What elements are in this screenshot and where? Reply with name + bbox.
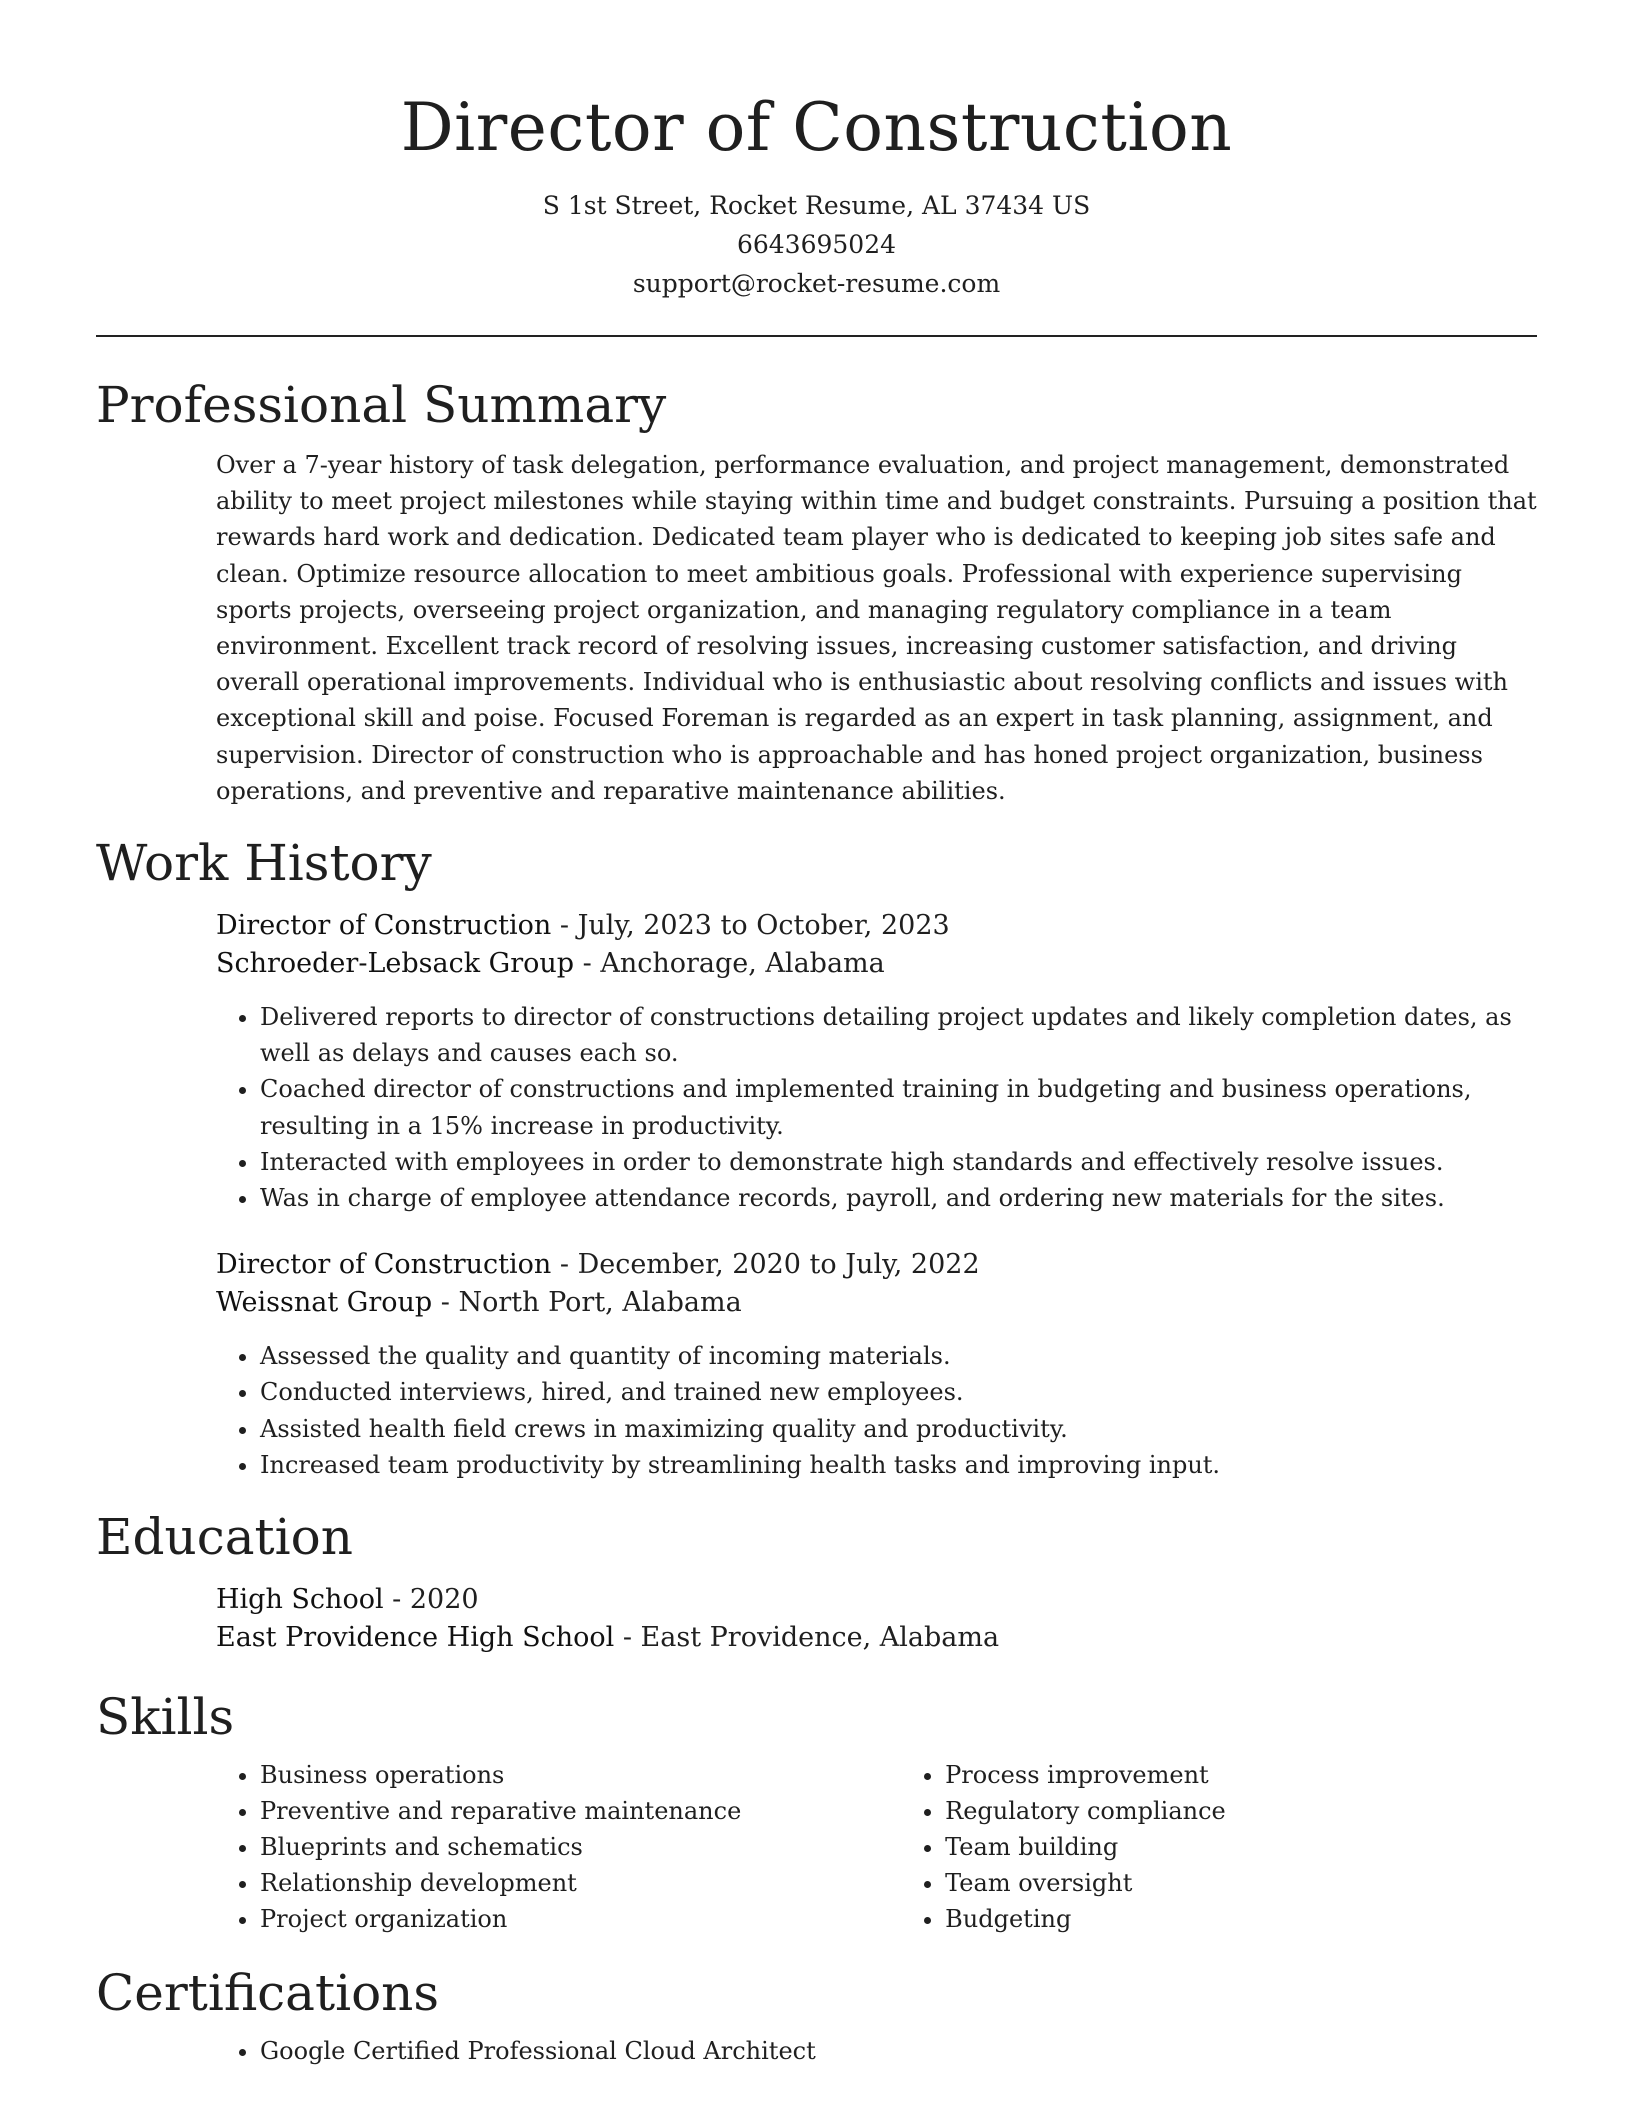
education-school: East Providence High School [216,1622,615,1654]
contact-block [96,186,1537,303]
summary-text: Over a 7-year history of task delegation, performance evaluation, and project management, demonstrated ability to meet project milestones while staying within time and budget constraints. Pursuing a position that rewards hard work and dedication. Dedicated team player who is dedicated to keeping job sites safe and clean. Optimize resource allocation to meet ambitious goals. Professional with experience supervising sports projects, overseeing project organization, and managing regulatory compliance in a team environment. Excellent track record of resolving issues, increasing customer satisfaction, and driving overall operational improvements. Individual who is enthusiastic about resolving conflicts and issues with exceptional skill and poise. Focused Foreman is regarded as an expert in task planning, assignment, and supervision. Director of construction who is approachable and has honed project organization, business operations, and preventive and reparative maintenance abilities. [216,451,1537,805]
section-title-summary: Professional Summary [96,376,667,434]
list-item: • Interacted with employees in order to demonstrate high standards and effectively resolve issues. [260,1144,1537,1180]
skill-item: • Team oversight [945,1865,1537,1901]
job-dates: - July, 2023 to October, 2023 [551,910,950,942]
job-dates: - December, 2020 to July, 2022 [551,1249,980,1281]
resume-name: Director of Construction [400,89,1233,166]
certifications-section [96,1963,1537,2069]
job-company: Weissnat Group [216,1287,433,1319]
education-degree-line [216,1581,1537,1619]
job-bullets [216,999,1537,1216]
education-school-line [216,1619,1537,1657]
resume-page [96,0,1537,2069]
education-degree: High School [216,1584,384,1616]
list-item: • Increased team productivity by streamlining health tasks and improving input. [260,1447,1537,1483]
skill-item: • Team building [945,1829,1537,1865]
contact-phone: 6643695024 [736,230,897,259]
job-company: Schroeder-Lebsack Group [216,948,575,980]
section-title-work-history: Work History [96,834,432,893]
job-company-line [216,1284,1537,1322]
list-item: • Assessed the quality and quantity of incoming materials. [260,1338,1537,1374]
summary-section [96,375,1537,809]
job-entry [216,907,1537,1216]
certification-item: • Google Certified Professional Cloud Architect [260,2033,1537,2069]
education-location: - East Providence, Alabama [614,1622,1000,1654]
contact-address: S 1st Street, Rocket Resume, AL 37434 US [542,191,1091,220]
contact-email: support@rocket-resume.com [632,269,1001,298]
header-divider [96,335,1537,337]
education-year: - 2020 [383,1584,479,1616]
job-location: - North Port, Alabama [432,1287,742,1319]
skills-section [96,1687,1537,1937]
job-title-line [216,1246,1537,1284]
certifications-body [216,2033,1537,2069]
skills-list-left [216,1757,901,1937]
list-item: • Coached director of constructions and implemented training in budgeting and business operations, resulting in a 15% increase in productivity. [260,1071,1537,1143]
skill-item: • Project organization [260,1901,901,1937]
job-company-line [216,945,1537,983]
list-item: • Assisted health field crews in maximizing quality and productivity. [260,1411,1537,1447]
skill-item: • Business operations [260,1757,901,1793]
job-title-line [216,907,1537,945]
education-entry [216,1581,1537,1657]
job-entry [216,1246,1537,1483]
skill-item: • Budgeting [945,1901,1537,1937]
list-item: • Delivered reports to director of constructions detailing project updates and likely completion dates, as well as delays and causes each so. [260,999,1537,1071]
section-title-skills: Skills [96,1688,235,1747]
skills-grid [216,1757,1537,1937]
section-title-certifications: Certifications [96,1964,440,2023]
section-title-education: Education [96,1508,353,1567]
work-history-section [96,833,1537,1483]
skill-item: • Relationship development [260,1865,901,1901]
certifications-list [216,2033,1537,2069]
skill-item: • Regulatory compliance [945,1793,1537,1829]
list-item: • Conducted interviews, hired, and trained new employees. [260,1374,1537,1410]
skill-item: • Process improvement [945,1757,1537,1793]
skill-item: • Preventive and reparative maintenance [260,1793,901,1829]
education-section [96,1507,1537,1657]
list-item: • Was in charge of employee attendance records, payroll, and ordering new materials for the sites. [260,1180,1537,1216]
job-role: Director of Construction [216,910,552,942]
job-bullets [216,1338,1537,1483]
skill-item: • Blueprints and schematics [260,1829,901,1865]
skills-list-right [901,1757,1537,1937]
job-location: - Anchorage, Alabama [574,948,885,980]
job-role: Director of Construction [216,1249,552,1281]
summary-body [216,447,1537,809]
